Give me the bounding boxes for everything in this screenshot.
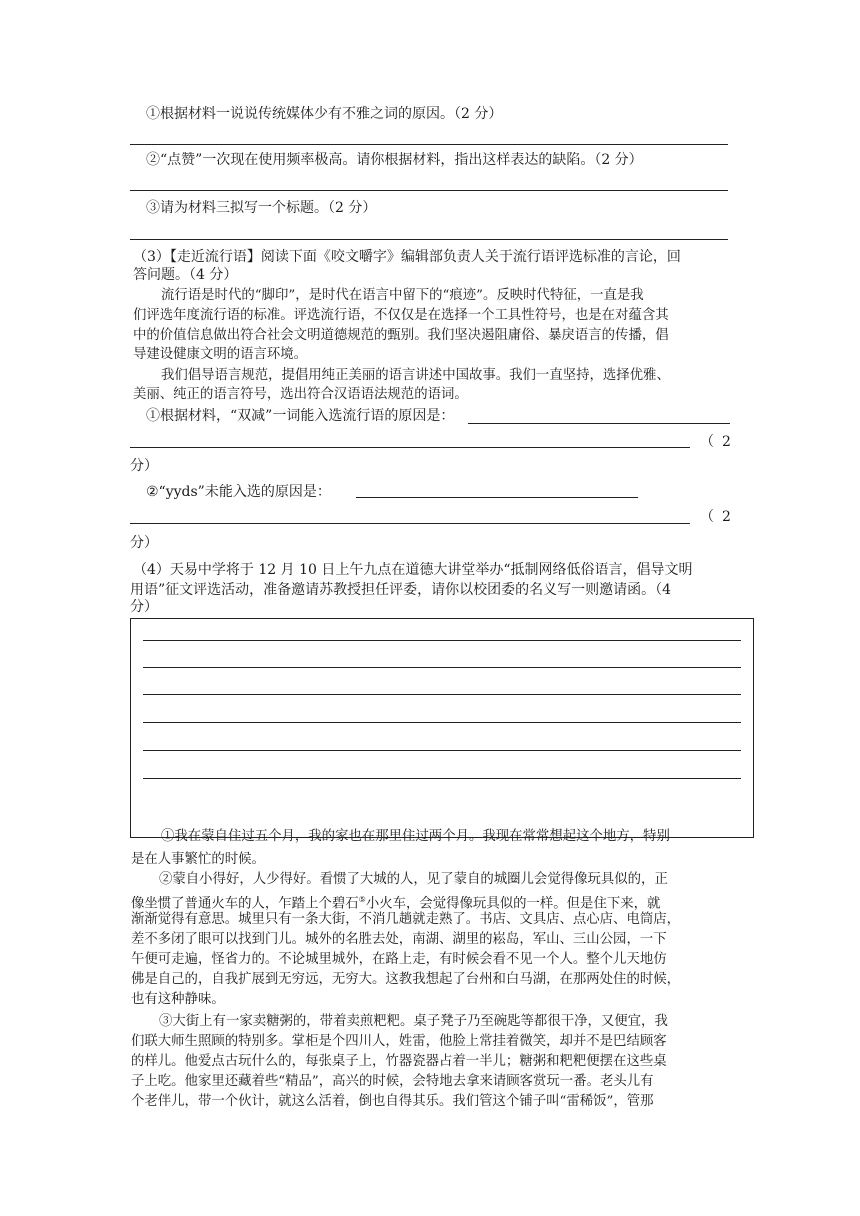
- invitation-answer-box[interactable]: [130, 618, 754, 838]
- answer-line-2-1[interactable]: [130, 144, 728, 145]
- footnote-marker[interactable]: ⑤: [358, 895, 366, 904]
- passage-p2-line3: 渐渐觉得有意思。城里只有一条大街，不消几趟就走熟了。书店、文具店、点心店、电筒店，: [131, 912, 681, 927]
- quote-p1-line1: 流行语是时代的“脚印”，是时代在语言中留下的“痕迹”。反映时代特征，一直是我: [161, 288, 644, 303]
- answer-line-2-3[interactable]: [130, 239, 728, 240]
- quote-p1-line3: 中的价值信息做出符合社会文明道德规范的甄别。我们坚决遏阻庸俗、暴戾语言的传播，倡: [133, 328, 669, 343]
- section-4-line2: 用语”征文评选活动，准备邀请苏教授担任评委，请你以校团委的名义写一则邀请函。（4: [130, 582, 672, 598]
- passage-p2-line2-b: 小火车，会觉得像玩具似的一样。但是住下来，就: [365, 896, 661, 912]
- section-4-line1: （4）天易中学将于 12 月 10 日上午九点在道德大讲堂举办“抵制网络低俗语言，倡导文明: [133, 562, 693, 578]
- passage-p3-line1: ③大街上有一家卖糖粥的，带着卖煎粑粑。桌子凳子乃至碗匙等都很干净，又便宜，我: [159, 1014, 668, 1029]
- question-2-1: ①根据材料一说说传统媒体少有不雅之词的原因。（2 分）: [146, 106, 503, 122]
- section-3-intro-line2: 答问题。（4 分）: [133, 267, 238, 283]
- passage-p3-line3: 的样儿。他爱点古玩什么的，每张桌子上，竹器瓷器占着一半儿；糖粥和粑粑便摆在这些桌: [131, 1054, 667, 1069]
- section-3-intro-line1: （3）【走近流行语】阅读下面《咬文嚼字》编辑部负责人关于流行语评选标准的言论，回: [133, 249, 681, 265]
- answer-line-3-1a[interactable]: [468, 423, 730, 424]
- passage-p2-line4: 差不多闭了眼可以找到门儿。城外的名胜去处，南湖、湖里的崧岛，军山、三山公园，一下: [131, 932, 667, 947]
- invitation-line-2[interactable]: [143, 667, 741, 668]
- answer-line-3-1b[interactable]: [130, 447, 690, 448]
- passage-p2-line1: ②蒙自小得好，人少得好。看惯了大城的人，见了蒙自的城圈儿会觉得像玩具似的，正: [159, 872, 668, 887]
- passage-p1-line2: 是在人事繁忙的时候。: [131, 852, 265, 867]
- answer-line-3-2b[interactable]: [130, 523, 690, 524]
- answer-line-3-2a[interactable]: [356, 497, 638, 498]
- passage-p2-line5: 午便可走遍，怪省力的。不论城里城外，在路上走，有时候会看不见一个人。整个儿天地仿: [131, 952, 667, 967]
- section-3-question-1-text: ①根据材料，“双减”一词能入选流行语的原因是：: [146, 408, 455, 424]
- section-4-line3: 分）: [130, 599, 158, 615]
- quote-p1-line2: 们评选年度流行语的标准。评选流行语，不仅仅是在选择一个工具性符号，也是在对蕴含其: [133, 308, 669, 323]
- score-unit-3-1: 分）: [130, 458, 158, 474]
- question-2-2: ②“点赞”一次现在使用频率极高。请你根据材料，指出这样表达的缺陷。（2 分）: [146, 152, 643, 168]
- score-paren-3-1: （: [700, 434, 714, 450]
- quote-p2-line2: 美丽、纯正的语言符号，选出符合汉语语法规范的语词。: [133, 387, 468, 402]
- score-unit-3-2: 分）: [130, 535, 158, 551]
- section-3-question-1: [146, 406, 454, 426]
- score-paren-3-2: （: [700, 509, 714, 525]
- invitation-line-3[interactable]: [143, 694, 741, 695]
- score-num-3-2: 2: [722, 509, 731, 525]
- quote-p2-line1: 我们倡导语言规范，提倡用纯正美丽的语言讲述中国故事。我们一直坚持，选择优雅、: [161, 368, 670, 383]
- passage-p2-line2-a: 像坐惯了普通火车的人，乍踏上个碧石: [131, 896, 359, 912]
- invitation-line-1[interactable]: [143, 640, 741, 641]
- passage-p3-line4: 子上吃。他家里还藏着些“精品”，高兴的时候，会特地去拿来请顾客赏玩一番。老头儿有: [131, 1074, 654, 1089]
- quote-p1-line4: 导建设健康文明的语言环境。: [133, 347, 308, 362]
- passage-cut-line-clip: [131, 829, 751, 848]
- passage-p3-line5: 个老伴儿，带一个伙计，就这么活着，倒也自得其乐。我们管这个铺子叫“雷稀饭”，管那: [131, 1094, 654, 1109]
- invitation-line-5[interactable]: [143, 750, 741, 751]
- invitation-line-6[interactable]: [143, 778, 741, 779]
- score-num-3-1: 2: [722, 434, 731, 450]
- invitation-line-4[interactable]: [143, 722, 741, 723]
- passage-p1-line1: ①我在蒙自住过五个月，我的家也在那里住过两个月。我现在常常想起这个地方，特别: [161, 829, 670, 844]
- passage-p3-line2: 们联大师生照顾的特别多。掌柜是个四川人，姓雷，他脸上常挂着微笑，却并不是巴结顾客: [131, 1034, 667, 1049]
- question-2-3: ③请为材料三拟写一个标题。（2 分）: [146, 200, 377, 216]
- passage-p2-line6: 佛是自己的，自我扩展到无穷远，无穷大。这教我想起了台州和白马湖，在那两处住的时候，: [131, 972, 681, 987]
- passage-p2-line7: 也有这种静味。: [131, 992, 225, 1007]
- answer-line-2-2[interactable]: [130, 190, 728, 191]
- section-3-question-2: ②“yyds”未能入选的原因是：: [146, 484, 331, 500]
